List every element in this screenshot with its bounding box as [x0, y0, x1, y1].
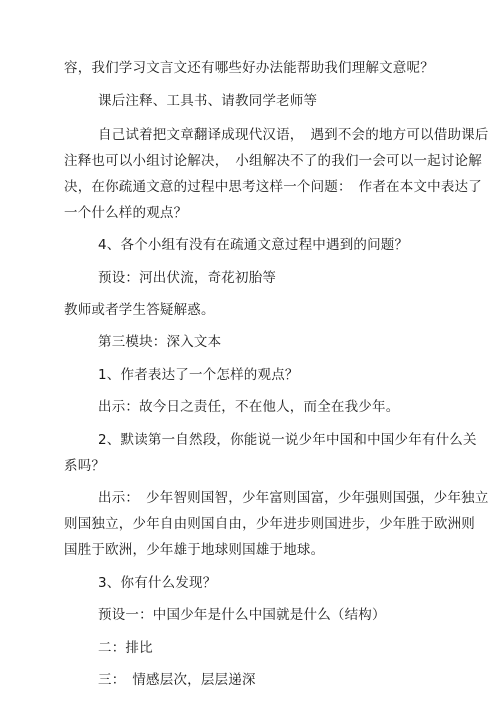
- text-line-18: 3、你有什么发现？: [98, 575, 217, 591]
- text-line-11: 1、作者表达了一个怎样的观点？: [98, 367, 299, 383]
- text-line-14: 系吗？: [64, 458, 106, 474]
- text-line-10: 第三模块：深入文本: [98, 334, 222, 350]
- text-line-12: 出示：故今日之责任，不在他人，而全在我少年。: [98, 399, 400, 415]
- text-line-19: 预设一：中国少年是什么中国就是什么（结构）: [98, 607, 386, 623]
- text-line-17: 国胜于欧洲，少年雄于地球则国雄于地球。: [64, 542, 325, 558]
- text-line-9: 教师或者学生答疑解惑。: [64, 302, 215, 318]
- text-line-4: 注释也可以小组讨论解决， 小组解决不了的我们一会可以一起讨论解: [64, 153, 482, 169]
- text-line-2: 课后注释、工具书、请教同学老师等: [98, 93, 318, 109]
- text-line-13: 2、默读第一自然段，你能说一说少年中国和中国少年有什么关: [98, 432, 477, 448]
- text-line-1: 容，我们学习文言文还有哪些好办法能帮助我们理解文意呢？: [64, 60, 434, 76]
- text-line-20: 二：排比: [98, 640, 153, 656]
- text-line-5: 决，在你疏通文意的过程中思考这样一个问题： 作者在本文中表达了: [64, 179, 482, 195]
- text-line-6: 一个什么样的观点？: [64, 205, 188, 221]
- text-line-21: 三： 情感层次，层层递深: [98, 672, 256, 688]
- text-line-8: 预设：河出伏流，奇花初胎等: [98, 270, 277, 286]
- text-line-7: 4、各个小组有没有在疏通文意过程中遇到的问题？: [98, 237, 409, 253]
- text-line-16: 则国独立，少年自由则国自由，少年进步则国进步，少年胜于欧洲则: [64, 516, 475, 532]
- text-line-3: 自己试着把文章翻译成现代汉语， 遇到不会的地方可以借助课后: [98, 127, 489, 143]
- text-line-15: 出示： 少年智则国智，少年富则国富，少年强则国强，少年独立: [98, 490, 489, 506]
